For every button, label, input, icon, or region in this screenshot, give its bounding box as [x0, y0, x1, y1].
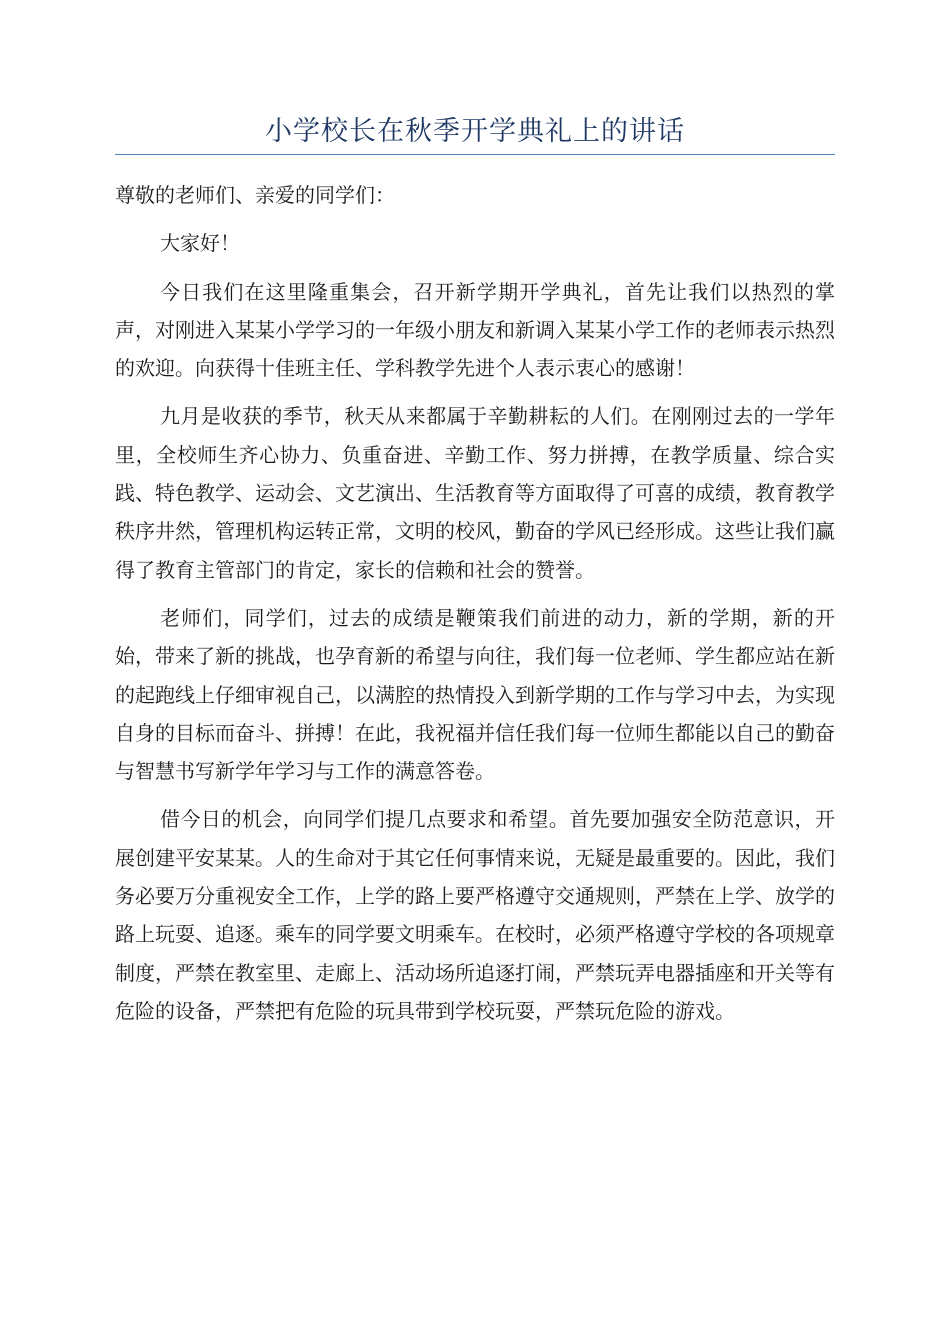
- salutation: 尊敬的老师们、亲爱的同学们：: [115, 183, 395, 207]
- greeting: 大家好！: [160, 231, 240, 256]
- paragraph: 借今日的机会，向同学们提几点要求和希望。首先要加强安全防范意识，开展创建平安某某。人的生命对于其它任何事情来说，无疑是最重要的。因此，我们务必要万分重视安全工作，上学的路上要严格遵守交通规则，严禁在上学、放学的路上玩耍、追逐。乘车的同学要文明乘车。在校时，必须严格遵守学校的各项规章制度，严禁在教室里、走廊上、活动场所追逐打闹，严禁玩弄电器插座和开关等有危险的设备，严禁把有危险的玩具带到学校玩耍，严禁玩危险的游戏。: [115, 807, 835, 1023]
- paragraph: 今日我们在这里隆重集会，召开新学期开学典礼，首先让我们以热烈的掌声，对刚进入某某小学学习的一年级小朋友和新调入某某小学工作的老师表示热烈的欢迎。向获得十佳班主任、学科教学先进个人表示衷心的感谢！: [115, 279, 835, 381]
- title-underline: [115, 154, 835, 155]
- document-body: [115, 176, 835, 1040]
- paragraph: 老师们，同学们，过去的成绩是鞭策我们前进的动力，新的学期，新的开始，带来了新的挑战，也孕育新的希望与向往，我们每一位老师、学生都应站在新的起跑线上仔细审视自己，以满腔的热情投入到新学期的工作与学习中去，为实现自身的目标而奋斗、拼搏！在此，我祝福并信任我们每一位师生都能以自己的勤奋与智慧书写新学年学习与工作的满意答卷。: [115, 605, 835, 784]
- document-title: 小学校长在秋季开学典礼上的讲话: [265, 116, 685, 147]
- paragraph: 九月是收获的季节，秋天从来都属于辛勤耕耘的人们。在刚刚过去的一学年里，全校师生齐心协力、负重奋进、辛勤工作、努力拼搏，在教学质量、综合实践、特色教学、运动会、文艺演出、生活教育等方面取得了可喜的成绩，教育教学秩序井然，管理机构运转正常，文明的校风，勤奋的学风已经形成。这些让我们赢得了教育主管部门的肯定，家长的信赖和社会的赞誉。: [115, 404, 835, 582]
